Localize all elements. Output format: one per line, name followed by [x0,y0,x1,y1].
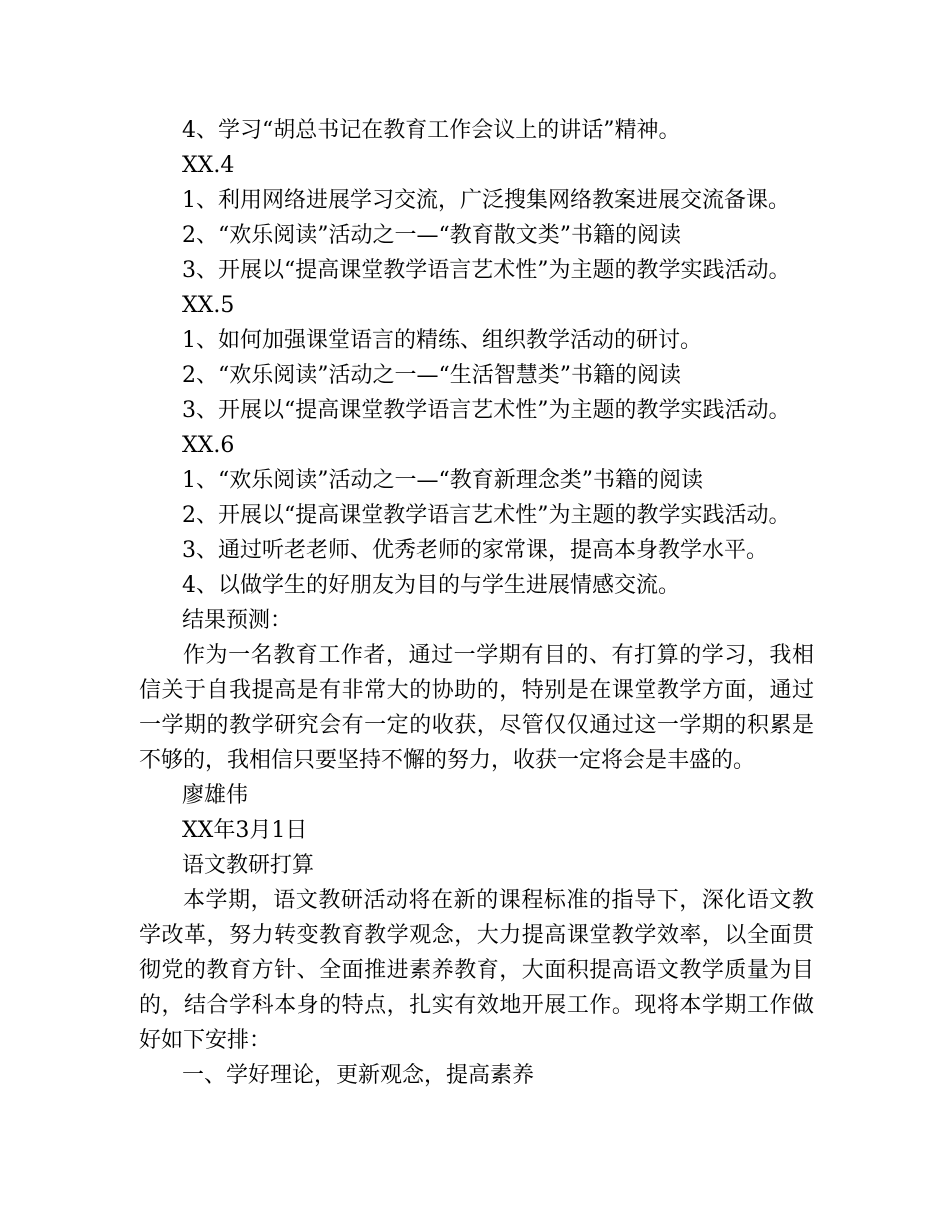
text-line: 3、开展以“提高课堂教学语言艺术性”为主题的教学实践活动。 [182,258,791,283]
section-title: 语文教研打算 [182,853,315,878]
heading-one: 一、学好理论，更新观念，提高素养 [182,1063,535,1088]
text-line: 3、通过听老老师、优秀老师的家常课，提高本身教学水平。 [182,538,768,563]
text-line: 3、开展以“提高课堂教学语言艺术性”为主题的教学实践活动。 [182,398,791,423]
result-paragraph: 作为一名教育工作者，通过一学期有目的、有打算的学习，我相信关于自我提高是有非常大的协助的，特别是在课堂教学方面，通过一学期的教学研究会有一定的收获，尽管仅仅通过这一学期的积累是不够的，我相信只要坚持不懈的努力，收获一定将会是丰盛的。 [139,643,814,773]
text-line: 4、以做学生的好朋友为目的与学生进展情感交流。 [182,573,680,598]
intro-paragraph: 本学期，语文教研活动将在新的课程标准的指导下，深化语文教学改革，努力转变教育教学观念，大力提高课堂教学效率，以全面贯彻党的教育方针、全面推进素养教育，大面积提高语文教学质量为目的，结合学科本身的特点，扎实有效地开展工作。现将本学期工作做好如下安排： [139,888,814,1053]
text-line: 2、“欢乐阅读”活动之一—“教育散文类”书籍的阅读 [182,223,681,248]
date-line: XX年3月1日 [182,818,308,843]
text-line: 1、“欢乐阅读”活动之一—“教育新理念类”书籍的阅读 [182,468,703,493]
text-line: 4、学习“胡总书记在教育工作会议上的讲话”精神。 [182,118,681,143]
month-heading: XX.6 [182,433,235,458]
month-heading: XX.4 [182,153,235,178]
document-body [139,113,814,1093]
text-line: 2、“欢乐阅读”活动之一—“生活智慧类”书籍的阅读 [182,363,681,388]
text-line: 2、开展以“提高课堂教学语言艺术性”为主题的教学实践活动。 [182,503,791,528]
section-label: 结果预测： [182,608,293,633]
signature: 廖雄伟 [182,783,249,808]
month-heading: XX.5 [182,293,235,318]
text-line: 1、利用网络进展学习交流，广泛搜集网络教案进展交流备课。 [182,188,790,213]
text-line: 1、如何加强课堂语言的精练、组织教学活动的研讨。 [182,328,702,353]
